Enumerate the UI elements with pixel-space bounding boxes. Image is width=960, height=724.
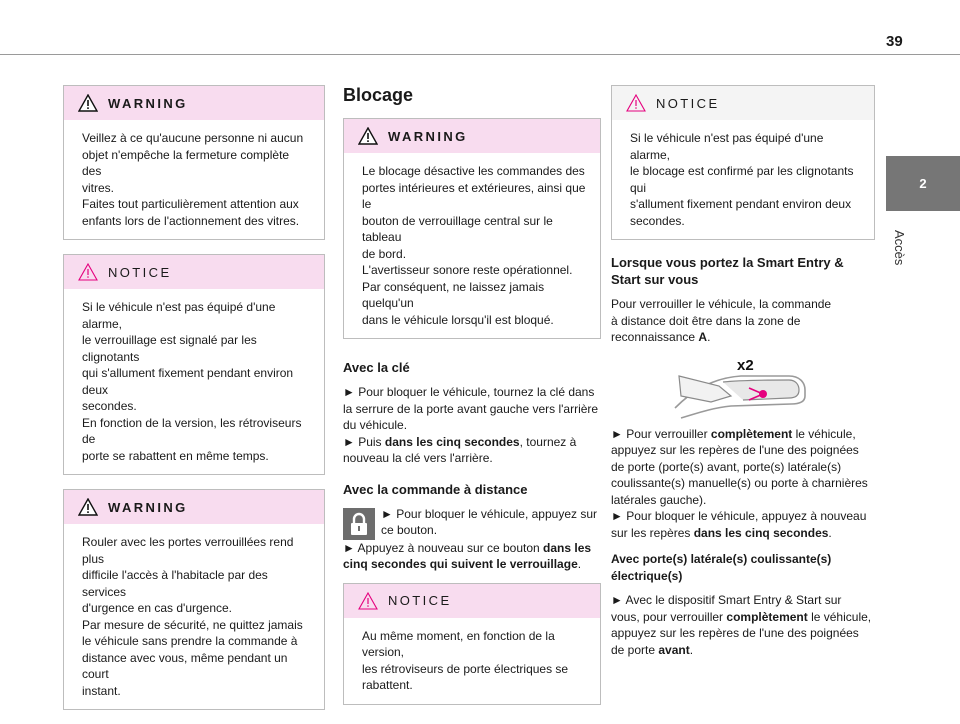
text-line: appuyez sur les repères de l'une des poignées [611,626,859,640]
warning-triangle-icon [358,127,378,145]
x2-label: x2 [737,356,754,374]
text-line: En fonction de la version, les rétroviseurs de [82,415,302,446]
chapter-label-text: Accès [892,230,907,266]
header-rule [0,54,960,55]
text-line: ► Pour bloquer le véhicule, appuyez sur [381,506,597,521]
text-line: du véhicule. [343,418,408,432]
text-line: les rétroviseurs de porte électriques se [362,661,569,676]
text-run-bold: A [698,330,708,344]
text-line: Le blocage désactive les commandes des [362,164,585,178]
text-line: instant. [82,683,121,698]
text-run: reconnaissance [611,330,699,344]
text-line: ► Pour bloquer le véhicule, appuyez à nouveau [611,509,867,523]
text-line: dans le véhicule lorsqu'il est bloqué. [362,312,554,327]
heading-line: Avec porte(s) latérale(s) coulissante(s) [611,552,832,566]
lock-button-icon [343,508,375,540]
text-line: ► Avec le dispositif Smart Entry & Start sur [611,593,842,607]
warning-body [64,120,324,239]
text-line: Par conséquent, ne laissez jamais quelqu'un [362,279,545,310]
chapter-tab-number: 2 [919,176,927,191]
text-run-bold: avant [658,642,690,657]
text-line: ► Pour bloquer le véhicule, tournez la clé dans [343,385,595,399]
text-line: Au même moment, en fonction de la version, [362,628,555,659]
text-run: . [828,525,832,540]
text-run: . [577,557,582,571]
text-line: coulissante(s) manuelle(s) ou porte à charnières [611,476,868,490]
notice-title: NOTICE [388,593,452,608]
text-line: de bord. [362,246,407,261]
text-line: Veillez à ce qu'aucune personne ni aucun [82,131,304,145]
text-line: Faites tout particulièrement attention aux [82,197,299,211]
warning-box-header [64,86,324,120]
text-run-bold: cinq secondes qui suivent le verrouillage [343,557,578,571]
warning-triangle-icon [78,498,98,516]
text-run: sur les repères [611,525,694,540]
warning-box-header [64,490,324,524]
text-line [343,434,601,451]
text-run: le véhicule, [807,609,872,624]
column-3 [611,85,875,668]
subheading-commande-distance: Avec la commande à distance [343,481,528,497]
notice-box-deadlock [611,85,875,240]
notice-triangle-icon [626,94,646,112]
warning-box-header [344,119,600,153]
notice-body [64,289,324,474]
text-line: qui s'allument fixement pendant environ deux [82,366,294,397]
text-line: rabattent. [362,678,413,692]
text-run: . [707,330,711,344]
text-line: objet n'empêche la fermeture complète des [82,147,290,178]
text-line: Rouler avec les portes verrouillées rend plus [82,535,294,566]
text-line [611,426,875,443]
warning-body [344,153,600,338]
notice-triangle-icon [78,263,98,281]
text-line: le blocage est confirmé par les clignotants qui [630,164,854,195]
text-run: ► Pour verrouiller [611,426,711,441]
text-line [611,642,875,659]
text-line [611,609,875,626]
text-run: , tournez à [519,434,577,449]
notice-box-alarm [63,254,325,475]
text-line: secondes. [82,399,137,413]
paragraph-sliding-lock [611,592,875,658]
text-line: Pour verrouiller le véhicule, la commande [611,297,832,311]
text-line: Si le véhicule n'est pas équipé d'une alarme, [82,300,276,331]
notice-triangle-icon [358,592,378,610]
text-run: vous, pour verrouiller [611,609,727,624]
heading-line: électrique(s) [611,568,683,583]
text-line: vitres. [82,180,115,195]
text-line [343,556,601,573]
text-line [343,540,601,557]
text-line: difficile l'accès à l'habitacle par des services [82,568,268,599]
text-line: portes intérieures et extérieures, ainsi que le [362,180,586,211]
paragraph-key-lock [343,384,601,467]
text-line: Par mesure de sécurité, ne quittez jamais [82,617,303,632]
text-line: secondes. [630,213,685,228]
text-run-bold: complètement [726,609,808,624]
text-line: le véhicule sans prendre la commande à [82,634,298,648]
text-run: . [689,642,694,657]
paragraph-remote-lock [381,506,597,539]
paragraph-smart-entry [611,296,875,346]
heading-line: Start sur vous [611,272,699,287]
text-line: à distance doit être dans la zone de [611,313,801,328]
notice-box-mirrors [343,583,601,705]
column-1 [63,85,325,724]
text-run-bold: dans les [543,540,592,555]
text-line: s'allument fixement pendant environ deux [630,197,852,211]
notice-title: NOTICE [108,264,172,280]
text-run-bold: complètement [710,426,793,441]
text-line: Si le véhicule n'est pas équipé d'une alarme, [630,131,824,162]
text-line: latérales gauche). [611,492,707,507]
text-run: ► Puis [343,434,385,449]
text-run-bold: dans les cinq secondes [693,525,829,540]
text-line [611,329,875,346]
warning-box-windows [63,85,325,240]
subheading-smart-entry [611,254,875,288]
text-line [611,525,875,542]
text-line: la serrure de la porte avant gauche vers l'arrière [343,401,599,416]
text-line: ce bouton. [381,523,438,537]
page-number: 39 [886,33,903,50]
notice-box-header [344,584,600,618]
paragraph-full-lock [611,426,875,542]
warning-title: WARNING [388,128,468,144]
text-run: de porte [611,642,659,657]
text-line: enfants lors de l'actionnement des vitres. [82,213,300,228]
text-line: porte se rabattent en même temps. [82,448,269,463]
text-line: distance avec vous, même pendant un court [82,650,288,681]
notice-box-header [612,86,874,120]
text-line: appuyez sur les repères de l'une des poignées [611,443,859,457]
heading-line: Lorsque vous portez la Smart Entry & [611,255,844,270]
warning-title: WARNING [108,95,188,111]
notice-body [344,618,600,704]
notice-box-header [64,255,324,289]
subheading-avec-la-cle: Avec la clé [343,360,410,375]
text-line: le verrouillage est signalé par les clignotants [82,333,257,364]
section-title-blocage: Blocage [343,85,414,105]
chapter-label [893,230,913,290]
lock-button-row [343,506,601,540]
warning-body [64,524,324,709]
text-line: L'avertisseur sonore reste opérationnel. [362,263,573,277]
notice-title: NOTICE [656,95,720,111]
text-line: nouveau la clé vers l'arrière. [343,451,493,465]
text-line: de porte (porte(s) avant, porte(s) latérale(s) [611,459,842,474]
warning-box-blocage [343,118,601,339]
text-run: ► Appuyez à nouveau sur ce bouton [343,540,544,555]
warning-title: WARNING [108,499,188,515]
subheading-sliding-doors [611,551,875,584]
warning-triangle-icon [78,94,98,112]
column-2 [343,85,601,719]
warning-box-doors [63,489,325,710]
notice-body [612,120,874,239]
text-line: bouton de verrouillage central sur le tableau [362,213,553,244]
text-run-bold: dans les cinq secondes [384,434,520,449]
paragraph-remote-deadlock [343,540,601,573]
text-run: le véhicule, [792,426,856,441]
chapter-tab[interactable] [886,156,960,211]
door-handle-illustration [671,356,811,420]
text-line: d'urgence en cas d'urgence. [82,601,233,615]
